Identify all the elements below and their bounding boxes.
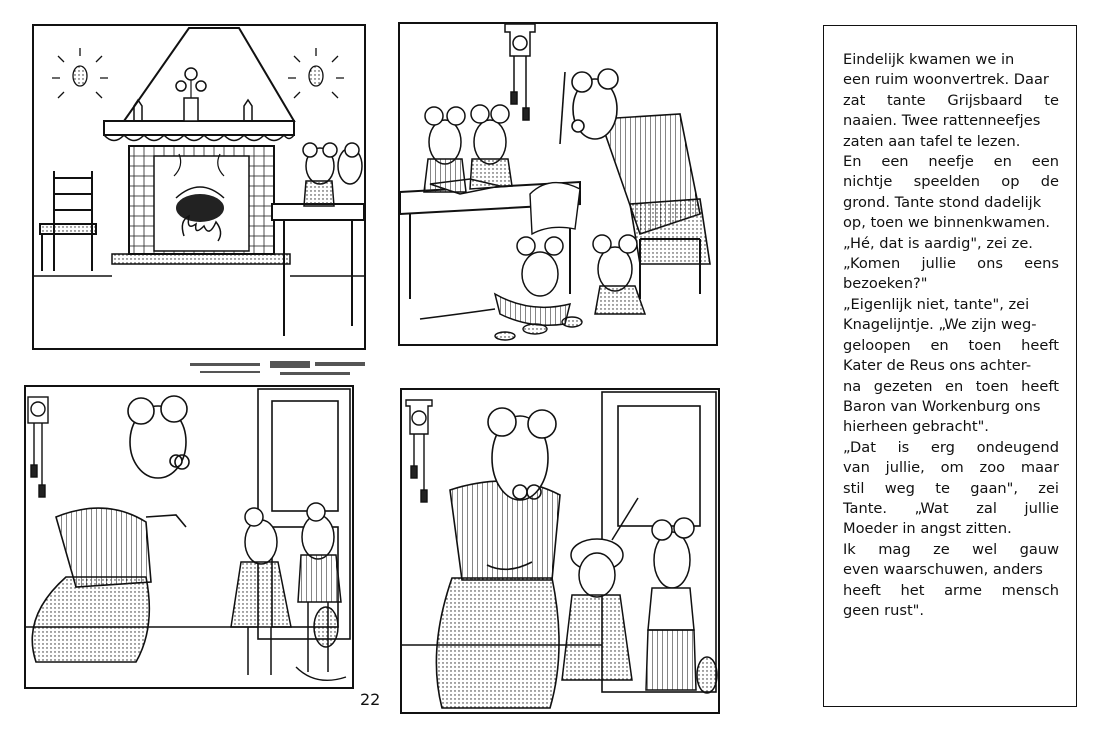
story-line: Ik mag ze wel gauw bbox=[843, 540, 1059, 558]
story-line: naaien. Twee rattenneefjes bbox=[843, 112, 1041, 130]
scan-artifact bbox=[190, 357, 368, 381]
fireplace-illustration bbox=[34, 26, 364, 348]
aunt-greeting-illustration bbox=[26, 387, 352, 687]
story-line: zat tante Grijsbaard te bbox=[843, 91, 1059, 109]
aunt-and-children-panel bbox=[400, 388, 720, 714]
story-line: „Komen jullie ons eens bbox=[843, 255, 1059, 273]
story-text-box bbox=[823, 25, 1077, 707]
story-line: Baron van Workenburg ons bbox=[843, 397, 1041, 415]
fireplace-panel bbox=[32, 24, 366, 350]
story-line: Kater de Reus ons achter- bbox=[843, 357, 1032, 375]
story-line: stil weg te gaan", zei bbox=[843, 479, 1059, 497]
story-line: nichtje speelden op de bbox=[843, 173, 1059, 191]
page-number: 22 bbox=[360, 690, 381, 709]
aunt-and-children-illustration bbox=[402, 390, 718, 712]
story-line: hierheen gebracht". bbox=[843, 418, 989, 436]
story-line: grond. Tante stond dadelijk bbox=[843, 193, 1042, 211]
story-line: En een neefje en een bbox=[843, 153, 1059, 171]
aunt-sewing-panel bbox=[398, 22, 718, 346]
story-line: op, toen we binnenkwamen. bbox=[843, 214, 1050, 232]
story-line: „Dat is erg ondeugend bbox=[843, 438, 1059, 456]
story-line: geen rust". bbox=[843, 601, 925, 619]
story-line: Knagelijntje. „We zijn weg- bbox=[843, 316, 1037, 334]
story-line: even waarschuwen, anders bbox=[843, 561, 1043, 579]
story-line: zaten aan tafel te lezen. bbox=[843, 132, 1021, 150]
story-line: Moeder in angst zitten. bbox=[843, 520, 1012, 538]
aunt-greeting-panel bbox=[24, 385, 354, 689]
story-line: bezoeken?" bbox=[843, 275, 928, 293]
story-line: een ruim woonvertrek. Daar bbox=[843, 71, 1049, 89]
story-line: Eindelijk kwamen we in bbox=[843, 51, 1015, 68]
story-line: „Eigenlijk niet, tante", zei bbox=[843, 295, 1030, 313]
story-line: „Hé, dat is aardig", zei ze. bbox=[843, 234, 1033, 252]
aunt-sewing-illustration bbox=[400, 24, 716, 344]
story-line: van jullie, om zoo maar bbox=[843, 459, 1059, 477]
story-line: na gezeten en toen heeft bbox=[843, 377, 1059, 395]
story-line: Tante. „Wat zal jullie bbox=[843, 499, 1059, 517]
story-line: geloopen en toen heeft bbox=[843, 336, 1059, 354]
story-line: heeft het arme mensch bbox=[843, 581, 1059, 599]
